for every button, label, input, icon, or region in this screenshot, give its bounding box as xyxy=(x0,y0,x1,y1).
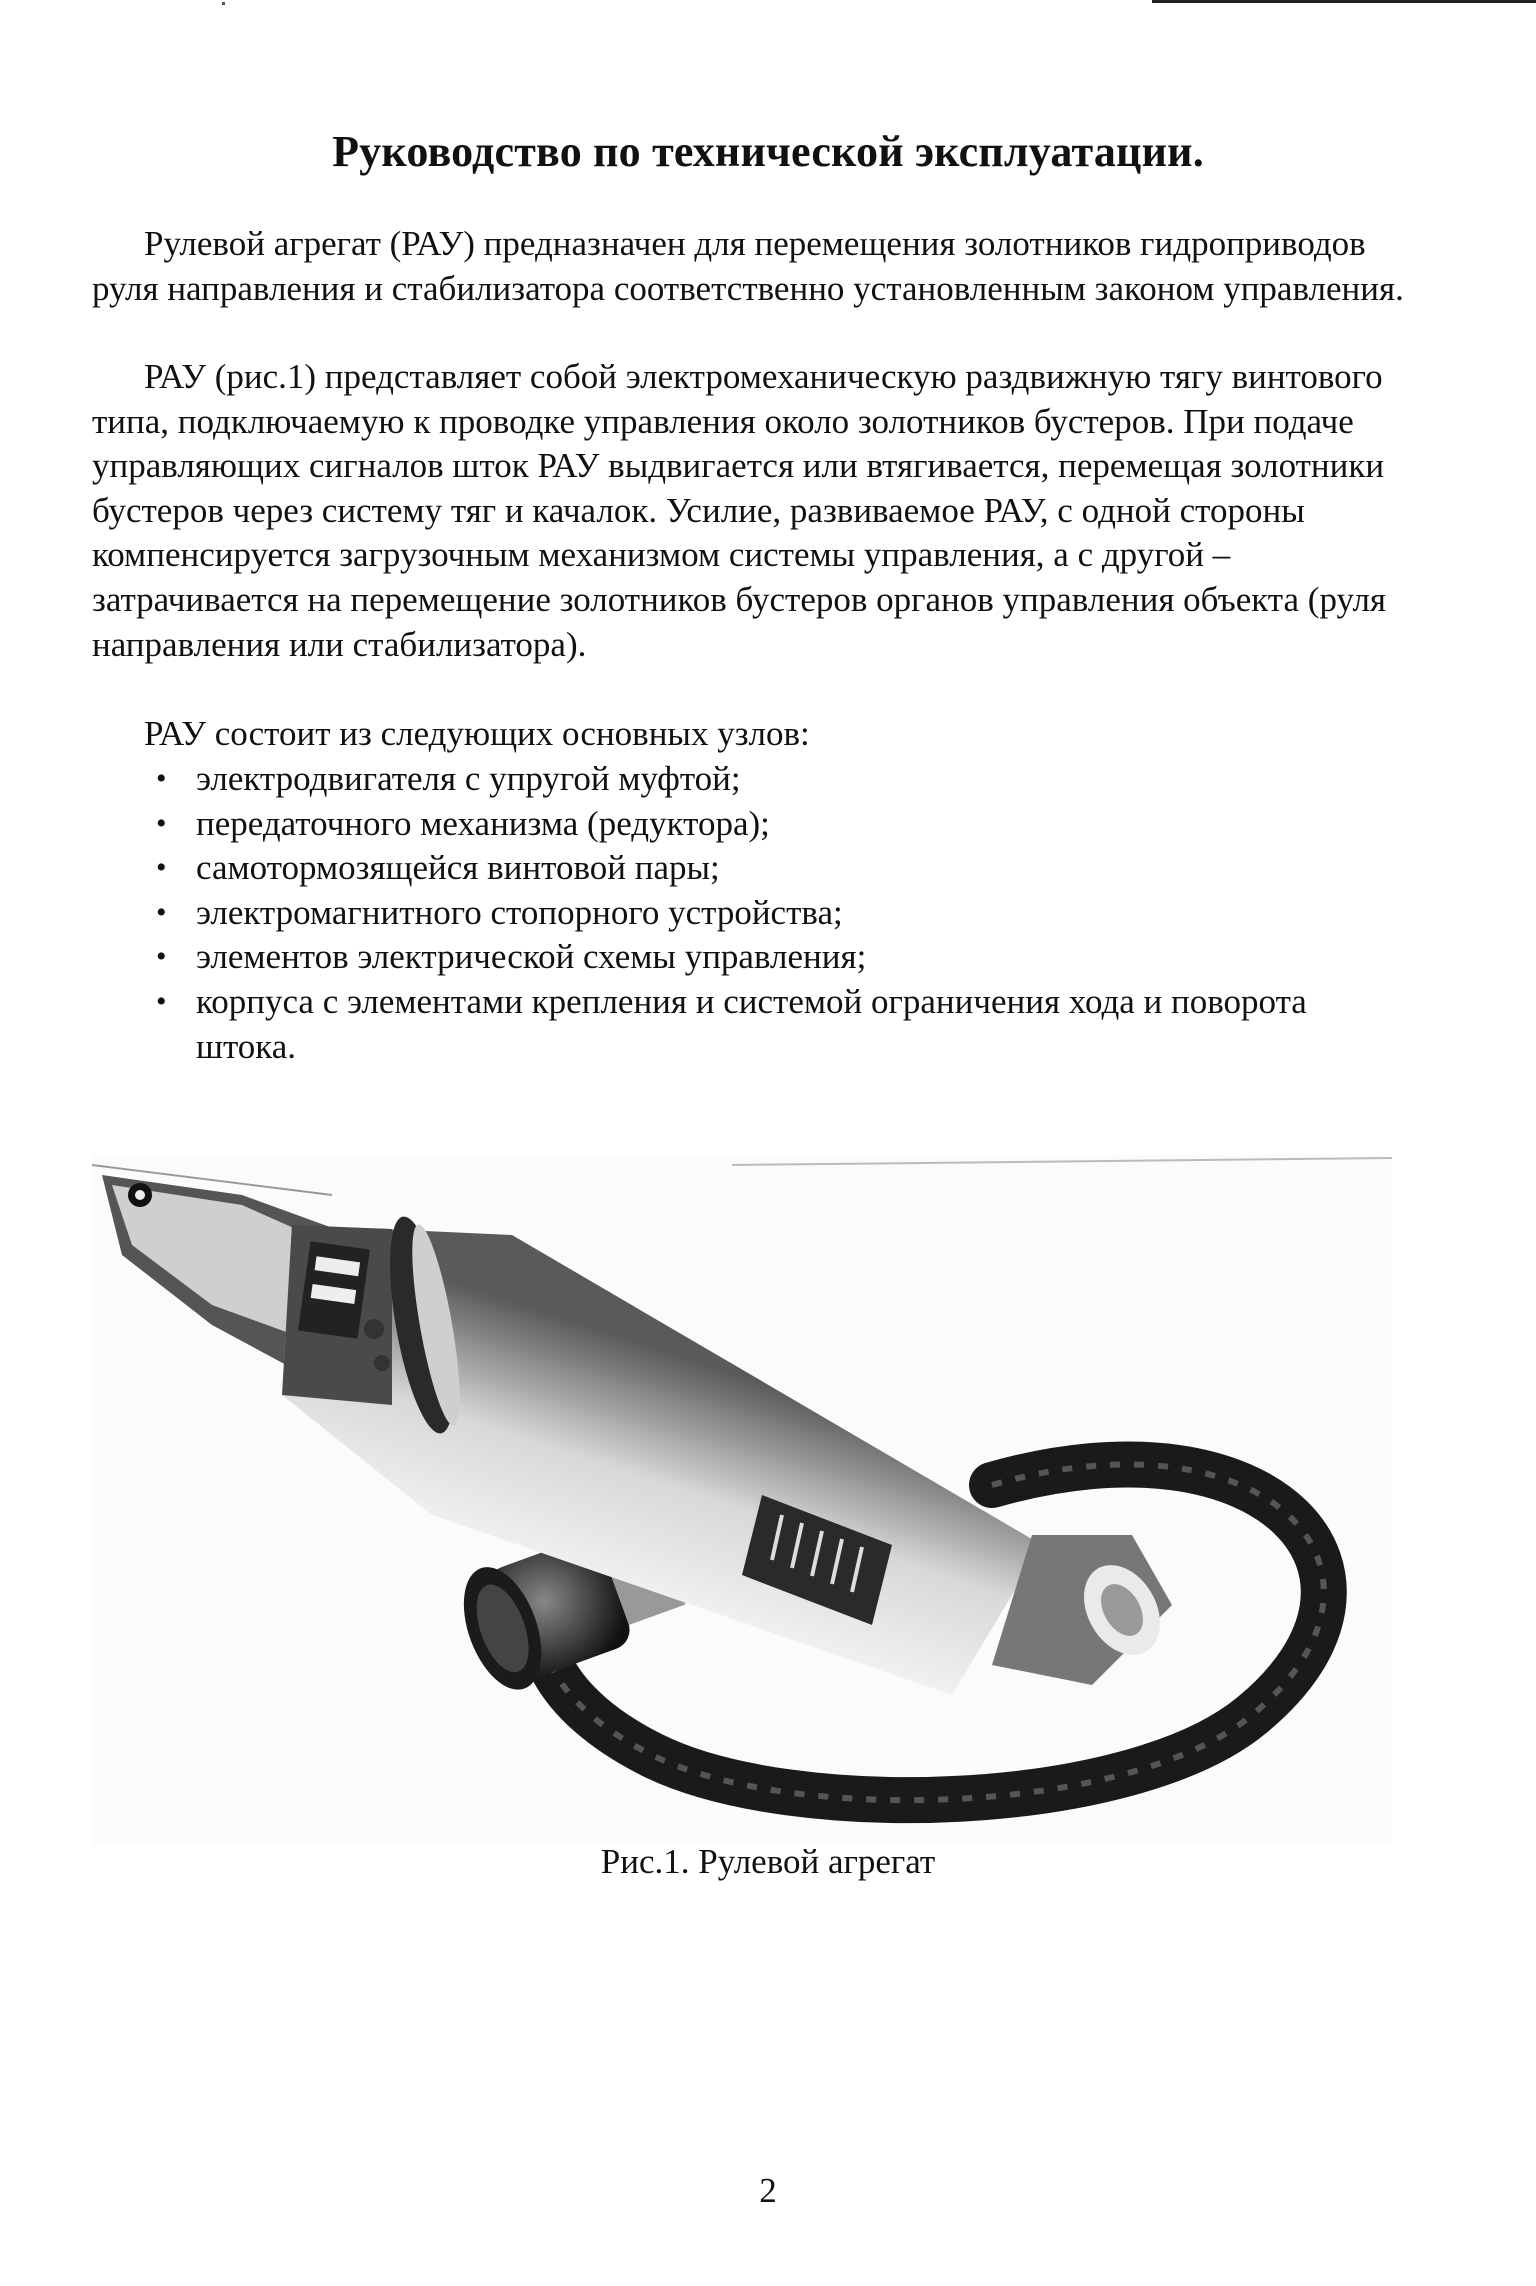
list-item-text: электродвигателя с упругой муфтой; xyxy=(196,759,741,798)
bullet-icon: • xyxy=(156,851,167,885)
page-number: 2 xyxy=(759,2171,777,2210)
units-list xyxy=(156,757,1356,1069)
scan-edge-line xyxy=(1152,0,1536,3)
list-item xyxy=(156,757,1356,802)
paragraph-1 xyxy=(92,222,1422,311)
paragraph-text: РАУ состоит из следующих основных узлов: xyxy=(144,714,810,753)
paragraph-text: РАУ (рис.1) представляет собой электромеханическую раздвижную тягу винтового типа, подключаемую к проводке управления около золотников бустеров. При подаче управляющих сигналов шток РАУ выдвигается или втягивается, перемещая золотники бустеров через систему тяг и качалок. Усилие, развиваемое РАУ, с одной стороны компенсируется загрузочным механизмом системы управления, а с другой – затрачивается на перемещение золотников бустеров органов управления объекта (руля направления или стабилизатора). xyxy=(92,357,1387,664)
list-item-text: электромагнитного стопорного устройства; xyxy=(196,892,843,932)
bullet-icon: • xyxy=(156,895,167,929)
bullet-icon: • xyxy=(156,940,167,974)
paragraph-3 xyxy=(92,712,1422,757)
paragraph-text: Рулевой агрегат (РАУ) предназначен для перемещения золотников гидроприводов руля направления и стабилизатора соответственно установленным законом управления. xyxy=(92,224,1404,308)
paragraph-2 xyxy=(92,355,1422,667)
page-title: Руководство по технической эксплуатации. xyxy=(332,127,1204,176)
list-item xyxy=(156,935,1356,980)
list-item-text: корпуса с элементами крепления и системой ограничения хода и поворота штока. xyxy=(196,981,1307,1066)
bullet-icon: • xyxy=(156,984,167,1018)
list-item xyxy=(156,802,1356,847)
list-item-text: элементов электрической схемы управления; xyxy=(196,937,867,977)
scan-artifact xyxy=(222,2,225,5)
actuator-photo xyxy=(92,1155,1392,1845)
bullet-icon: • xyxy=(156,806,167,840)
bullet-icon: • xyxy=(156,762,167,795)
list-item xyxy=(156,980,1356,1069)
list-item xyxy=(156,846,1356,891)
list-item-text: самотормозящейся винтовой пары; xyxy=(196,848,720,888)
list-item-text: передаточного механизма (редуктора); xyxy=(196,803,770,843)
list-item xyxy=(156,891,1356,936)
figure-caption: Рис.1. Рулевой агрегат xyxy=(600,1842,936,1881)
